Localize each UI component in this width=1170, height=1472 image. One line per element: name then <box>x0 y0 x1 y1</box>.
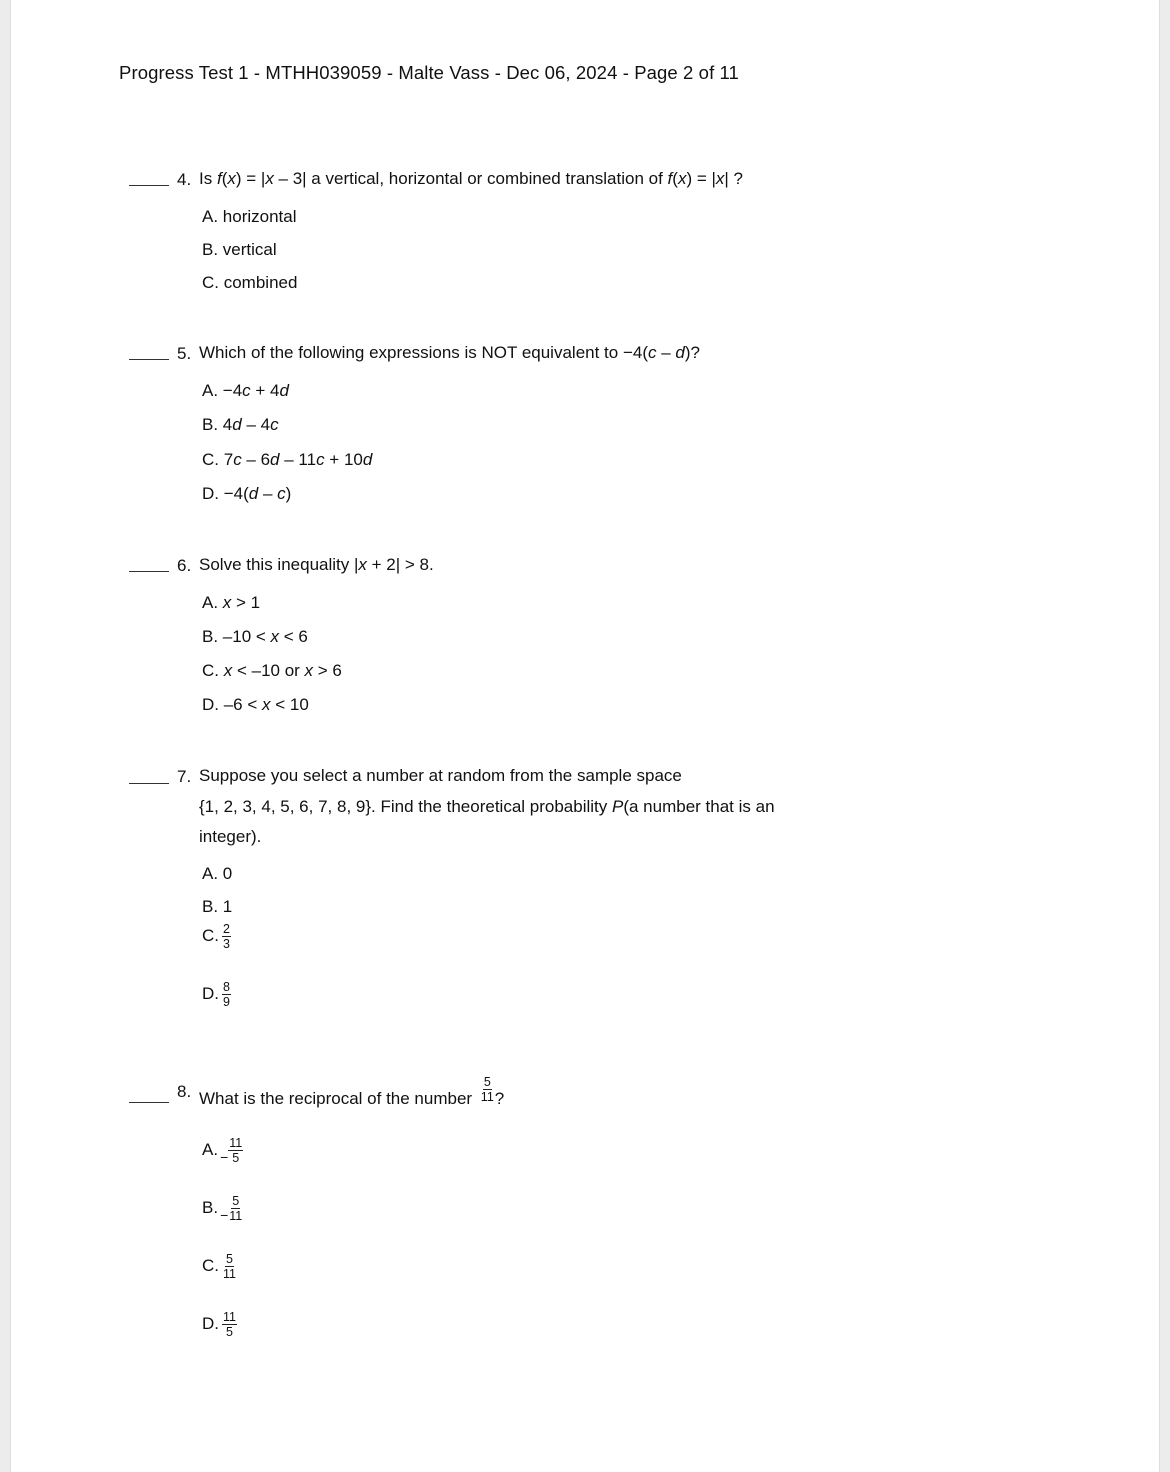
answer-blank-8[interactable] <box>129 1102 169 1103</box>
fraction: $\frac{2}{3}$ <box>223 922 230 951</box>
question-6-text: Solve this inequality |x + 2| > 8. <box>199 555 434 574</box>
page-header: Progress Test 1 - MTHH039059 - Malte Vass - Dec 06, 2024 - Page 2 of 11 <box>119 62 739 83</box>
question-6-option-d: D. –6 < x < 10 <box>202 695 309 714</box>
question-6-option-a: A. x > 1 <box>202 593 261 612</box>
question-8-text: What is the reciprocal of the number $\frac{5}{11}$ ? <box>199 1075 505 1109</box>
question-8-number: 8. <box>177 1082 192 1101</box>
answer-blank-6[interactable] <box>129 571 169 572</box>
fraction: $\frac{11}{5}$ <box>229 1136 243 1165</box>
answer-blank-5[interactable] <box>129 359 169 360</box>
question-4-option-b: B. vertical <box>202 240 277 259</box>
fraction: $\frac{5}{11}$ <box>229 1194 243 1223</box>
question-8-option-d: D. $\frac{11}{5}$ <box>202 1310 236 1339</box>
question-7-text: Suppose you select a number at random from the sample space {1, 2, 3, 4, 5, 6, 7, 8, 9}. Find the theoretical probability P(a number that is an integer). <box>199 766 775 846</box>
question-4-number: 4. <box>177 170 192 189</box>
question-5-number: 5. <box>177 344 192 363</box>
document-page <box>10 0 1160 1472</box>
fraction: $\frac{5}{11}$ <box>223 1252 236 1281</box>
question-5-option-a: A. −4c + 4d <box>202 381 289 400</box>
question-5-option-b: B. 4d – 4c <box>202 415 279 434</box>
question-6-number: 6. <box>177 556 192 575</box>
question-8-option-b: B. − $\frac{5}{11}$ <box>202 1194 243 1223</box>
question-7-option-a: A. 0 <box>202 864 233 883</box>
question-5-option-c: C. 7c – 6d – 11c + 10d <box>202 450 373 469</box>
question-8-option-c: C. $\frac{5}{11}$ <box>202 1252 236 1281</box>
question-4-text: Is f(x) = |x – 3| a vertical, horizontal or combined translation of f(x) = |x| ? <box>199 169 743 188</box>
answer-blank-4[interactable] <box>129 185 169 186</box>
question-8-option-a: A. − $\frac{11}{5}$ <box>202 1136 243 1165</box>
fraction: $\frac{8}{9}$ <box>223 980 230 1009</box>
question-6-option-c: C. x < –10 or x > 6 <box>202 661 342 680</box>
answer-blank-7[interactable] <box>129 783 169 784</box>
question-6-option-b: B. –10 < x < 6 <box>202 627 308 646</box>
fraction: $\frac{5}{11}$ <box>480 1075 494 1105</box>
question-5-option-d: D. −4(d – c) <box>202 484 292 503</box>
question-4-option-c: C. combined <box>202 273 298 292</box>
fraction: $\frac{11}{5}$ <box>223 1310 236 1339</box>
question-7-option-b: B. 1 <box>202 897 233 916</box>
question-7-option-c: C. $\frac{2}{3}$ <box>202 922 230 951</box>
question-7-number: 7. <box>177 767 192 786</box>
question-5-text: Which of the following expressions is NOT equivalent to −4(c – d)? <box>199 343 700 362</box>
question-4-option-a: A. horizontal <box>202 207 297 226</box>
question-7-option-d: D. $\frac{8}{9}$ <box>202 980 230 1009</box>
